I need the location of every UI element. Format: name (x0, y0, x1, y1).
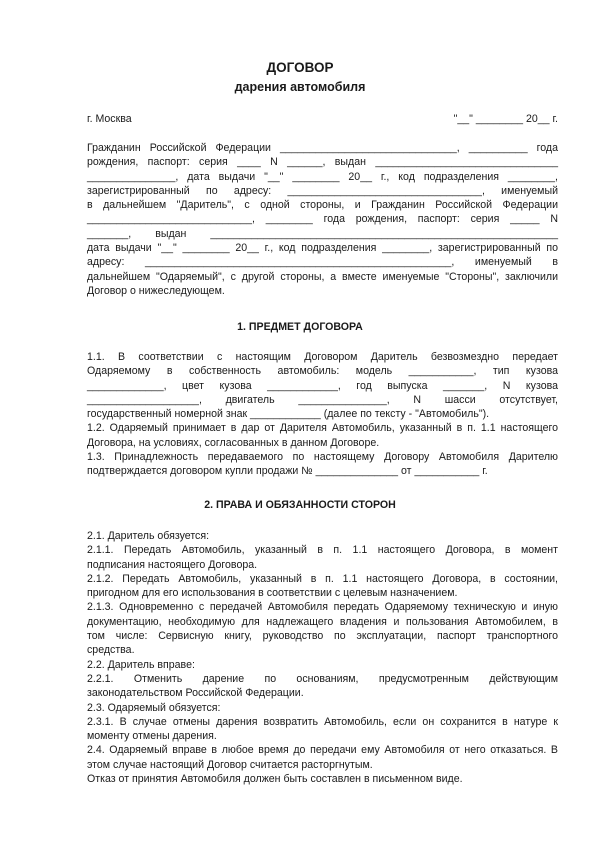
text-line: адресу: ____________________________________________________, именуемый в (87, 256, 558, 269)
text-line: в дальнейшем "Даритель", с одной стороны, и Гражданин Российской Федерации (87, 199, 558, 212)
preamble (87, 141, 558, 298)
text-line: 2.4. Одаряемый вправе в любое время до передачи ему Автомобиля от него отказаться. В (87, 744, 558, 757)
text-line: Гражданин Российской Федерации ______________________________, __________ года (87, 142, 558, 154)
text-line: 1.2. Одаряемый принимает в дар от Дарителя Автомобиль, указанный в п. 1.1 настоящего (87, 422, 558, 435)
text-line: 2.3.1. В случае отмены дарения возвратить Автомобиль, если он сохранится в натуре к (87, 715, 558, 728)
text-line: моменту отмены дарения. (87, 730, 217, 743)
text-line: ____________________________, ________ года рождения, паспорт: серия _____ N (87, 213, 558, 226)
contract-date: "__" ________ 20__ г. (453, 113, 558, 125)
section-1-body (87, 350, 558, 479)
text-line: 2.1. Даритель обязуется: (87, 530, 210, 542)
text-line: 2.3. Одаряемый обязуется: (87, 701, 221, 714)
document-subtitle: дарения автомобиля (234, 80, 366, 94)
section-2-body (87, 529, 558, 786)
text-line: дальнейшем "Одаряемый", с другой стороны, а вместе именуемые "Стороны", заключили (87, 270, 558, 283)
text-line: законодательством Российской Федерации. (87, 687, 304, 700)
text-line: 1.3. Принадлежность передаваемого по настоящему Договору Автомобиля Дарителю (87, 451, 558, 464)
text-line: государственный номерной знак ____________ (далее по тексту - "Автомобиль"). (87, 408, 490, 421)
document-title: ДОГОВОР (266, 60, 334, 75)
text-line: дата выдачи "__" ________ 20__ г., код подразделения ________, зарегистрированный по (87, 242, 558, 255)
text-line: _____________, цвет кузова ____________, год выпуска _______, N кузова (87, 379, 558, 392)
text-line: документацию, необходимую для надлежащего владения и пользования Автомобилем, в (87, 615, 558, 628)
text-line: 1.1. В соответствии с настоящим Договором Даритель безвозмездно передает (87, 351, 558, 363)
text-line: рождения, паспорт: серия ____ N ______, выдан _______________________________ (87, 156, 558, 169)
city: г. Москва (87, 113, 132, 125)
text-line: _______________, дата выдачи "__" ________ 20__ г., код подразделения ________, (87, 170, 558, 183)
text-line: 2.1.2. Передать Автомобиль, указанный в п. 1.1 настоящего Договора, в состоянии, (87, 572, 558, 585)
section-1-heading: 1. ПРЕДМЕТ ДОГОВОРА (237, 321, 363, 333)
place-date-line (87, 112, 558, 127)
text-line: 2.2. Даритель вправе: (87, 658, 195, 671)
section-2-heading: 2. ПРАВА И ОБЯЗАННОСТИ СТОРОН (204, 499, 396, 511)
text-line: Отказ от принятия Автомобиля должен быть составлен в письменном виде. (87, 773, 463, 786)
text-line: 2.1.3. Одновременно с передачей Автомобиля передать Одаряемому техническую и иную (87, 601, 558, 614)
text-line: Одаряемому в собственность автомобиль: модель ___________, тип кузова (87, 365, 558, 378)
text-line: подписания настоящего Договора. (87, 558, 258, 571)
text-line: 2.2.1. Отменить дарение по основаниям, предусмотренным действующим (87, 672, 558, 685)
text-line: зарегистрированный по адресу: _________________________________, именуемый (87, 184, 558, 197)
text-line: 2.1.1. Передать Автомобиль, указанный в п. 1.1 настоящего Договора, в момент (87, 544, 558, 557)
text-line: пригодном для его использования в соответствии с целевым назначением. (87, 587, 458, 600)
text-line: _______, выдан ___________________________________________________________ (87, 227, 558, 240)
text-line: подтверждается договором купли продажи № ______________ от ___________ г. (87, 465, 488, 478)
text-line: том числе: Сервисную книгу, руководство по эксплуатации, паспорт транспортного (87, 630, 558, 643)
text-line: средства. (87, 644, 135, 657)
text-line: Договор о нижеследующем. (87, 284, 225, 297)
text-line: ___________________, двигатель _______________, N шасси отсутствует, (87, 393, 558, 406)
text-line: Договора, на условиях, согласованных в данном Договоре. (87, 436, 380, 449)
text-line: этом случае настоящий Договор считается расторгнутым. (87, 758, 373, 771)
